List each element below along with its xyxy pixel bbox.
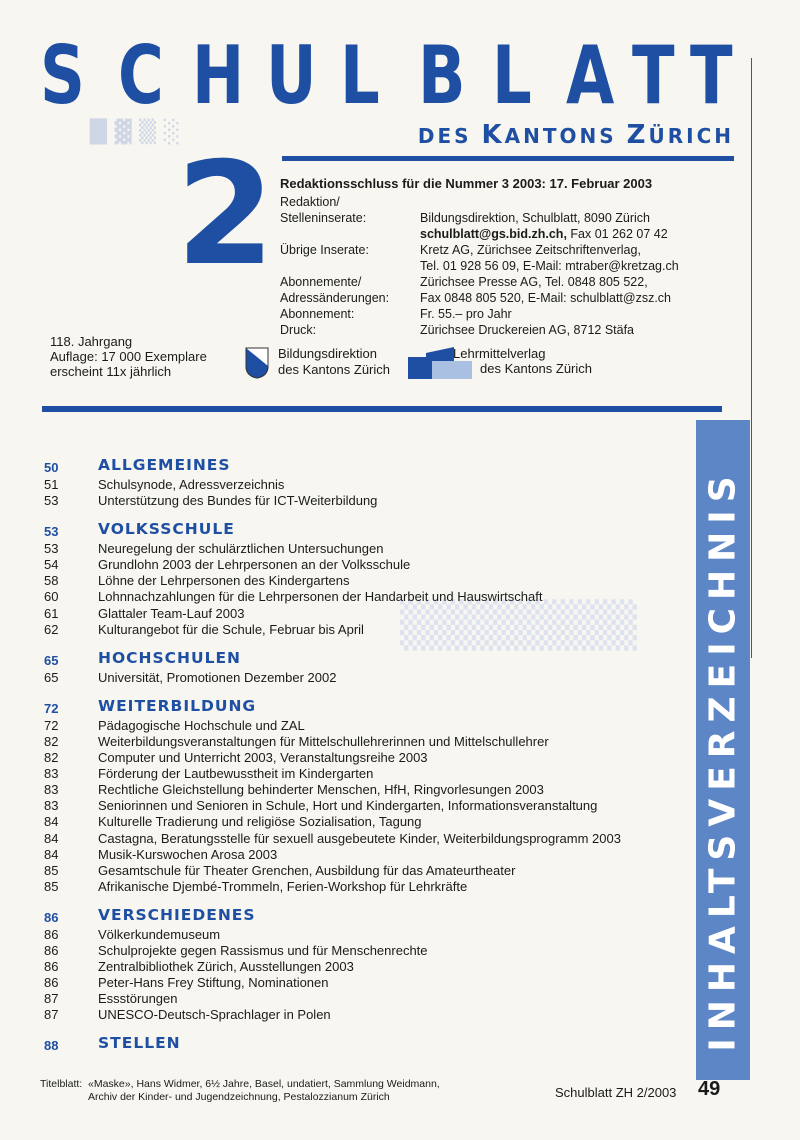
masthead-letter: H — [192, 29, 245, 122]
imprint-value: Tel. 01 928 56 09, E-Mail: mtraber@kretzag.ch — [420, 259, 679, 273]
masthead-letter: L — [492, 29, 532, 122]
imprint-label: Adressänderungen: — [280, 291, 390, 305]
toc-item: 61 Glattaler Team-Lauf 2003 — [44, 605, 245, 621]
table-of-contents — [42, 456, 682, 1055]
cover-credit-label: Titelblatt: — [40, 1078, 83, 1090]
toc-section-title: VERSCHIEDENES — [98, 905, 256, 924]
toc-item: 85 Gesamtschule für Theater Grenchen, Ausbildung für das Amateurtheater — [44, 862, 516, 878]
toc-item: 85 Afrikanische Djembé-Trommeln, Ferien-Workshop für Lehrkräfte — [44, 878, 468, 894]
toc-section-title: HOCHSCHULEN — [98, 648, 242, 667]
imprint-value: Kretz AG, Zürichsee Zeitschriftenverlag, — [420, 243, 641, 257]
show-through-texture: █ ▓ ▒ ░ — [90, 120, 181, 145]
masthead-letter: A — [566, 29, 615, 122]
imprint-label: Stelleninserate: — [280, 211, 367, 225]
toc-section-title: VOLKSSCHULE — [98, 520, 235, 539]
publication-info: 118. Jahrgang Auflage: 17 000 Exemplare erscheint 11x jährlich — [50, 334, 207, 379]
toc-item: 84 Kulturelle Tradierung und religiöse Sozialisation, Tagung — [44, 814, 422, 830]
toc-item: 53 Unterstützung des Bundes für ICT-Weiterbildung — [44, 493, 378, 509]
toc-item: 84 Musik-Kurswochen Arosa 2003 — [44, 846, 278, 862]
bildungsdirektion-label: Bildungsdirektion des Kantons Zürich — [278, 346, 391, 377]
masthead-letter: S — [40, 29, 85, 122]
toc-item: 62 Kulturangebot für die Schule, Februar bis April — [44, 621, 364, 637]
toc-item: 82 Weiterbildungsveranstaltungen für Mittelschullehrerinnen und Mittelschullehrer — [44, 733, 549, 749]
toc-section-header — [42, 1034, 682, 1055]
imprint-value: Bildungsdirektion, Schulblatt, 8090 Zürich — [420, 211, 650, 225]
toc-item: 83 Rechtliche Gleichstellung behinderter Menschen, HfH, Ringvorlesungen 2003 — [44, 782, 544, 798]
imprint-value: Zürichsee Presse AG, Tel. 0848 805 522, — [420, 275, 648, 289]
show-through-texture: ▒▒▒▒▒▒▒ — [400, 600, 637, 651]
toc-section-page: 65 — [44, 652, 59, 668]
masthead-letter: C — [118, 29, 164, 122]
masthead-letter: T — [690, 29, 733, 122]
toc-section-header — [42, 649, 682, 670]
toc-item: 86 Peter-Hans Frey Stiftung, Nominationen — [44, 975, 329, 991]
toc-section-title: STELLEN — [98, 1034, 181, 1053]
zurich-coat-of-arms-icon — [245, 347, 269, 379]
imprint-value: Zürichsee Druckereien AG, 8712 Stäfa — [420, 323, 635, 337]
toc-section-page: 86 — [44, 909, 59, 925]
toc-item: 51 Schulsynode, Adressverzeichnis — [44, 477, 285, 492]
masthead-letter: B — [418, 29, 466, 122]
cover-credit-line: «Maske», Hans Widmer, 6½ Jahre, Basel, undatiert, Sammlung Weidmann, — [88, 1078, 440, 1090]
toc-item: 53 Neuregelung der schulärztlichen Untersuchungen — [44, 541, 384, 557]
header-rule — [282, 156, 734, 161]
sidebar-label: INHALTSVERZEICHNIS — [702, 468, 744, 1052]
toc-section-page: 88 — [44, 1038, 59, 1054]
toc-section-title: ALLGEMEINES — [98, 456, 231, 474]
lehrmittelverlag-label: Lehrmittelverlag — [453, 346, 546, 361]
imprint-label: Übrige Inserate: — [280, 243, 369, 257]
toc-section-header — [42, 520, 682, 541]
imprint-value: Fax 0848 805 520, E-Mail: schulblatt@zsz.ch — [420, 291, 672, 305]
toc-item: 87 Essstörungen — [44, 991, 178, 1007]
toc-section-page: 72 — [44, 700, 59, 716]
page-number: 49 — [698, 1078, 721, 1100]
toc-item: 60 Lohnnachzahlungen für die Lehrpersonen der Handarbeit und Hauswirtschaft — [44, 589, 543, 605]
toc-section-title: WEITERBILDUNG — [98, 696, 257, 715]
toc-item: 86 Schulprojekte gegen Rassismus und für Menschenrechte — [44, 942, 428, 958]
issue-label: Schulblatt ZH 2/2003 — [555, 1085, 677, 1100]
toc-item: 58 Löhne der Lehrpersonen des Kindergartens — [44, 573, 350, 589]
toc-item: 84 Castagna, Beratungsstelle für sexuell ausgebeutete Kinder, Weiterbildungsprogramm 2003 — [44, 830, 621, 846]
toc-section-header — [42, 697, 682, 718]
cover-credit-line: Archiv der Kinder- und Jugendzeichnung, Pestalozzianum Zürich — [88, 1091, 390, 1103]
toc-item: 83 Förderung der Lautbewusstheit im Kindergarten — [44, 766, 374, 782]
toc-item: 72 Pädagogische Hochschule und ZAL — [44, 717, 305, 733]
lehrmittelverlag-sublabel: des Kantons Zürich — [480, 361, 593, 376]
masthead-letter: L — [340, 29, 380, 122]
toc-section-header — [42, 906, 682, 927]
imprint-label: Druck: — [280, 323, 317, 337]
toc-item: 65 Universität, Promotionen Dezember 2002 — [44, 669, 337, 685]
masthead-title — [40, 29, 740, 122]
toc-item: 83 Seniorinnen und Senioren in Schule, Hort und Kindergarten, Informationsveranstaltung — [44, 798, 598, 814]
masthead-letter: T — [632, 29, 675, 122]
toc-item: 87 UNESCO-Deutsch-Sprachlager in Polen — [44, 1007, 331, 1023]
toc-item: 86 Völkerkundemuseum — [44, 926, 221, 942]
imprint-label: Abonnemente/ — [280, 275, 362, 289]
toc-item: 82 Computer und Unterricht 2003, Veranstaltungsreihe 2003 — [44, 750, 428, 766]
imprint-label: Abonnement: — [280, 307, 355, 321]
toc-item: 86 Zentralbibliothek Zürich, Ausstellungen 2003 — [44, 959, 354, 975]
editorial-deadline: Redaktionsschluss für die Nummer 3 2003: 17. Februar 2003 — [280, 176, 653, 191]
toc-section-page: 53 — [44, 524, 59, 540]
toc-section-header — [42, 456, 682, 477]
masthead-letter: U — [266, 29, 317, 122]
toc-section-page: 50 — [44, 460, 59, 475]
masthead-subtitle: DES KANTONS ZÜRICH — [417, 120, 734, 150]
toc-item: 54 Grundlohn 2003 der Lehrpersonen an der Volksschule — [44, 557, 411, 573]
imprint-label: Redaktion/ — [280, 195, 340, 209]
section-rule — [42, 406, 722, 412]
vertical-rule — [751, 58, 752, 658]
issue-number: 2 — [176, 132, 275, 297]
imprint-value: Fr. 55.– pro Jahr — [420, 307, 512, 321]
imprint-value: schulblatt@gs.bid.zh.ch, Fax 01 262 07 42 — [420, 227, 668, 241]
